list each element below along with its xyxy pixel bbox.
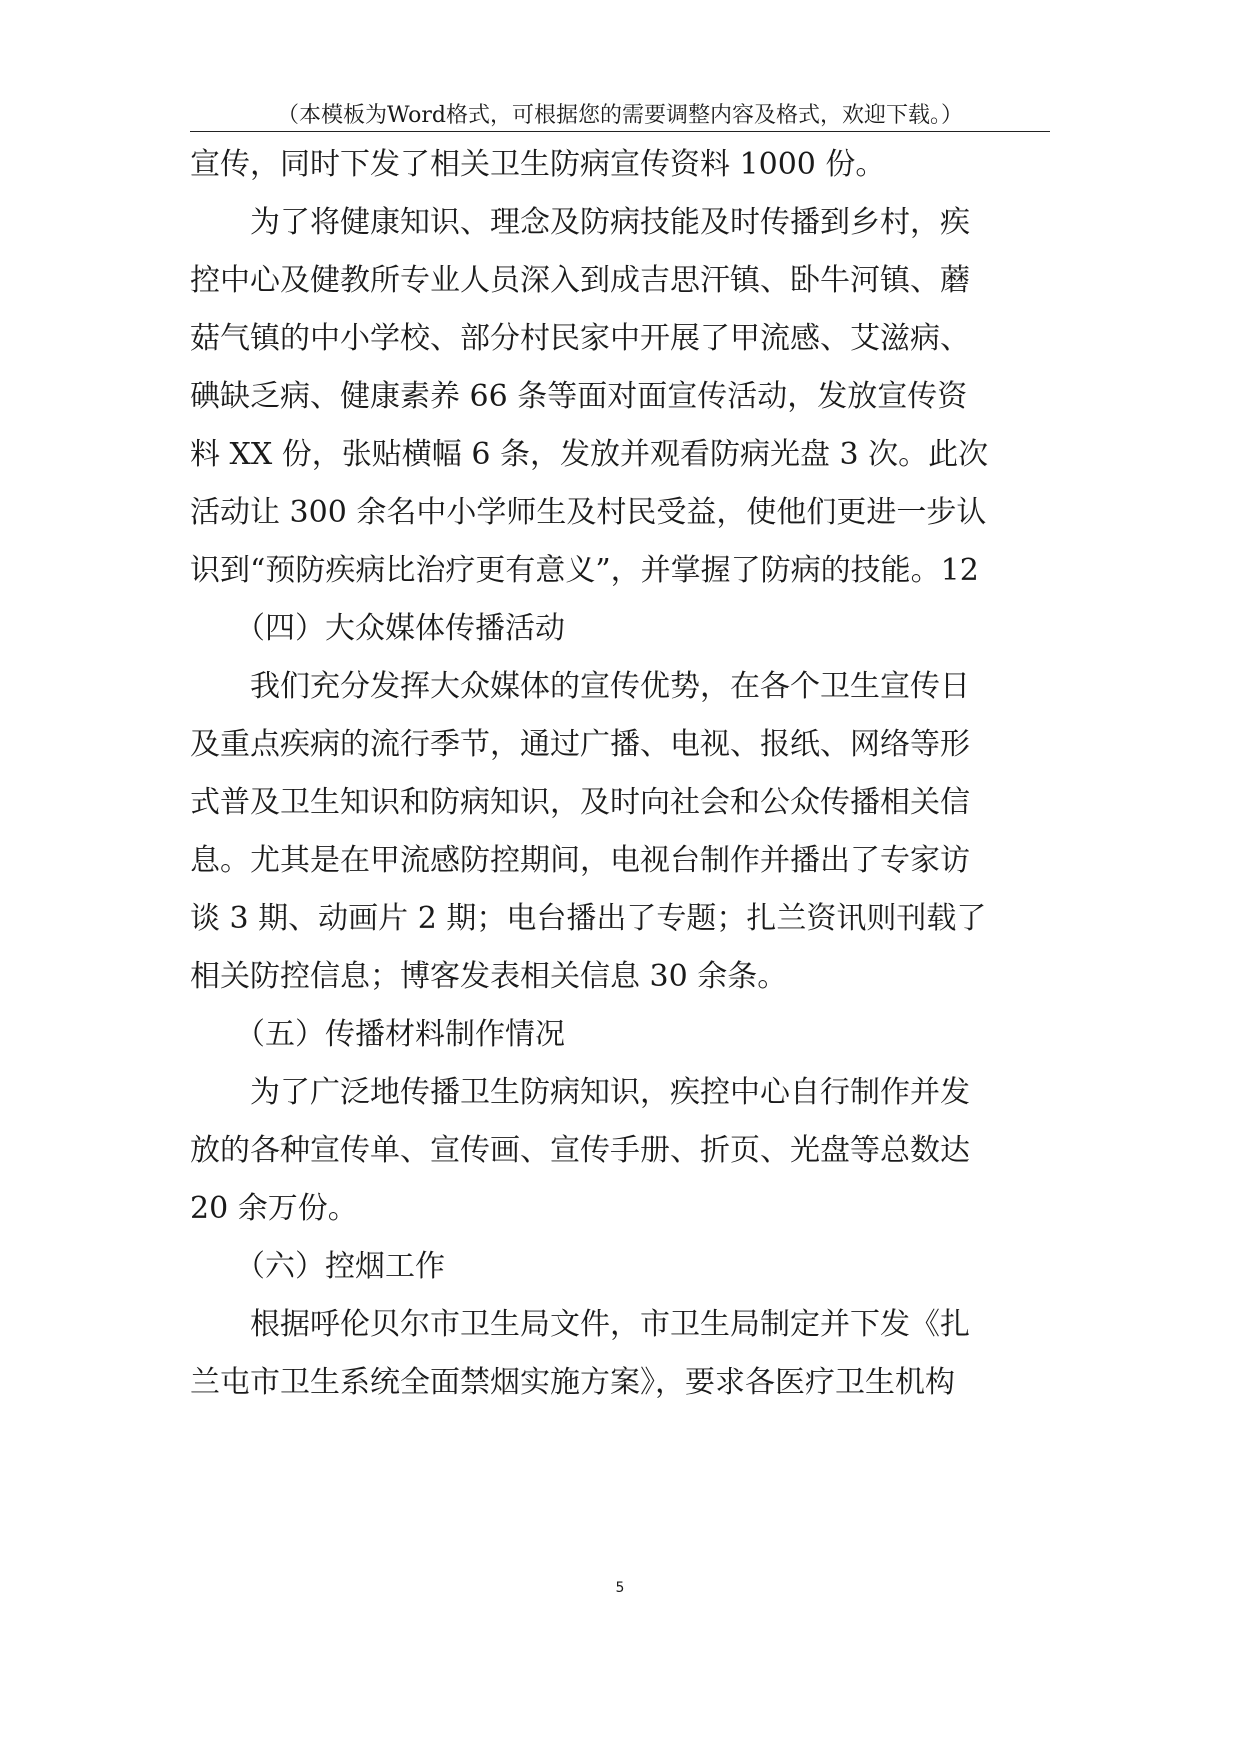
text-line: 为了广泛地传播卫生防病知识，疾控中心自行制作并发 (190, 1075, 970, 1110)
page-number: 5 (615, 1580, 625, 1596)
text-line: 式普及卫生知识和防病知识，及时向社会和公众传播相关信 (190, 785, 970, 820)
header-divider (190, 131, 1050, 132)
text-line: 活动让 300 余名中小学师生及村民受益，使他们更进一步认 (190, 495, 987, 530)
section-heading: （五）传播材料制作情况 (190, 1017, 565, 1052)
text-line: 放的各种宣传单、宣传画、宣传手册、折页、光盘等总数达 (190, 1133, 970, 1168)
text-line: 碘缺乏病、健康素养 66 条等面对面宣传活动，发放宣传资 (190, 379, 968, 414)
text-line: 为了将健康知识、理念及防病技能及时传播到乡村，疾 (190, 205, 970, 240)
text-line: 我们充分发挥大众媒体的宣传优势，在各个卫生宣传日 (190, 669, 970, 704)
text-line: 识到“预防疾病比治疗更有意义”，并掌握了防病的技能。12 (190, 553, 979, 588)
section-heading: （六）控烟工作 (190, 1249, 445, 1284)
text-line: 20 余万份。 (190, 1191, 358, 1226)
text-line: 谈 3 期、动画片 2 期；电台播出了专题；扎兰资讯则刊载了 (190, 901, 987, 936)
text-line: 兰屯市卫生系统全面禁烟实施方案》，要求各医疗卫生机构 (190, 1365, 955, 1400)
text-line: 及重点疾病的流行季节，通过广播、电视、报纸、网络等形 (190, 727, 970, 762)
section-heading: （四）大众媒体传播活动 (190, 611, 565, 646)
document-header-note: （本模板为Word格式，可根据您的需要调整内容及格式，欢迎下载。） (277, 103, 963, 128)
text-line: 控中心及健教所专业人员深入到成吉思汗镇、卧牛河镇、蘑 (190, 263, 970, 298)
text-line: 宣传，同时下发了相关卫生防病宣传资料 1000 份。 (190, 147, 886, 182)
text-line: 料 XX 份，张贴横幅 6 条，发放并观看防病光盘 3 次。此次 (190, 437, 989, 472)
text-line: 息。尤其是在甲流感防控期间，电视台制作并播出了专家访 (190, 843, 970, 878)
text-line: 根据呼伦贝尔市卫生局文件，市卫生局制定并下发《扎 (190, 1307, 970, 1342)
text-line: 菇气镇的中小学校、部分村民家中开展了甲流感、艾滋病、 (190, 321, 970, 356)
text-line: 相关防控信息；博客发表相关信息 30 余条。 (190, 959, 788, 994)
